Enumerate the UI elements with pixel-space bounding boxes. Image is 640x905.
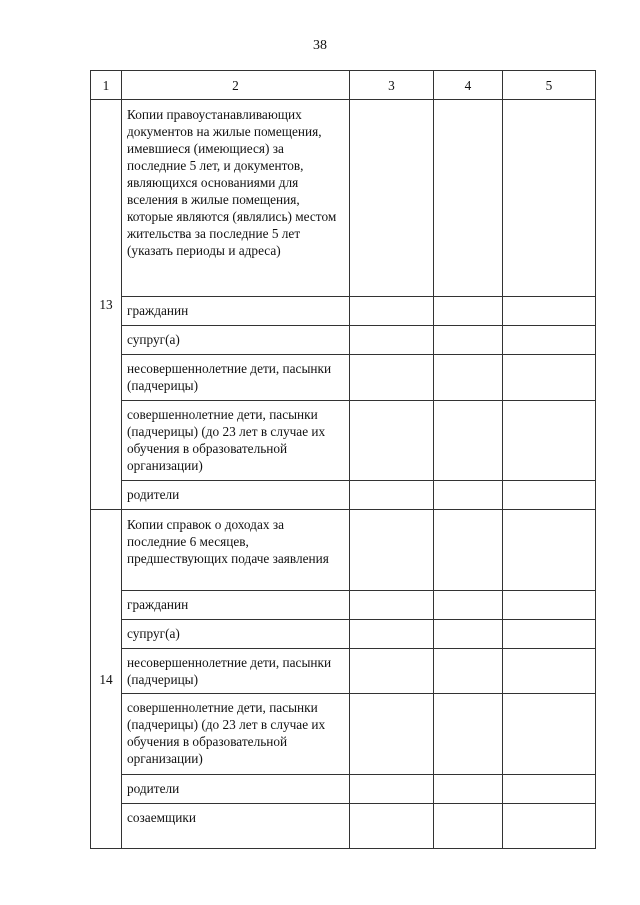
list-item: созаемщики [122, 804, 350, 849]
empty-cell [350, 804, 434, 849]
list-item: гражданин [122, 591, 350, 620]
header-row [91, 71, 596, 100]
list-item: супруг(а) [122, 620, 350, 649]
header-cell-1: 1 [91, 71, 122, 100]
empty-cell [350, 326, 434, 355]
empty-cell [434, 804, 503, 849]
table-row [91, 326, 596, 355]
header-cell-3: 3 [350, 71, 434, 100]
empty-cell [434, 591, 503, 620]
table-row [91, 591, 596, 620]
empty-cell [434, 355, 503, 401]
empty-cell [350, 620, 434, 649]
empty-cell [503, 649, 596, 694]
section-number: 13 [91, 100, 122, 510]
table-row [91, 620, 596, 649]
table-row [91, 481, 596, 510]
empty-cell [350, 510, 434, 591]
empty-cell [503, 326, 596, 355]
empty-cell [503, 297, 596, 326]
empty-cell [503, 775, 596, 804]
list-item: совершеннолетние дети, пасынки (падчерицы) (до 23 лет в случае их обучения в образовательной организации) [122, 694, 350, 775]
table-row [91, 100, 596, 297]
table-row [91, 694, 596, 775]
table-row [91, 401, 596, 481]
list-item: совершеннолетние дети, пасынки (падчерицы) (до 23 лет в случае их обучения в образовательной организации) [122, 401, 350, 481]
empty-cell [350, 481, 434, 510]
empty-cell [434, 326, 503, 355]
empty-cell [434, 620, 503, 649]
empty-cell [434, 694, 503, 775]
list-item: несовершеннолетние дети, пасынки (падчерицы) [122, 649, 350, 694]
list-item: несовершеннолетние дети, пасынки (падчерицы) [122, 355, 350, 401]
empty-cell [503, 591, 596, 620]
empty-cell [350, 401, 434, 481]
table-row [91, 297, 596, 326]
section-number: 14 [91, 510, 122, 849]
header-cell-4: 4 [434, 71, 503, 100]
empty-cell [350, 649, 434, 694]
empty-cell [503, 401, 596, 481]
empty-cell [350, 355, 434, 401]
documents-table [90, 70, 596, 849]
header-cell-2: 2 [122, 71, 350, 100]
empty-cell [503, 620, 596, 649]
empty-cell [434, 649, 503, 694]
empty-cell [503, 804, 596, 849]
empty-cell [350, 694, 434, 775]
empty-cell [434, 297, 503, 326]
empty-cell [350, 591, 434, 620]
page-number: 38 [313, 38, 327, 53]
empty-cell [503, 355, 596, 401]
list-item: родители [122, 481, 350, 510]
empty-cell [350, 297, 434, 326]
table-row [91, 775, 596, 804]
empty-cell [434, 481, 503, 510]
empty-cell [350, 775, 434, 804]
table-row [91, 804, 596, 849]
empty-cell [503, 481, 596, 510]
empty-cell [434, 401, 503, 481]
empty-cell [434, 100, 503, 297]
section-title: Копии правоустанавливающих документов на жилые помещения, имевшиеся (имеющиеся) за последние 5 лет, и документов, являющихся основаниями для вселения в жилые помещения, которые являются (являлись) местом жительства за последние 5 лет (указать периоды и адреса) [122, 100, 350, 297]
empty-cell [503, 510, 596, 591]
list-item: супруг(а) [122, 326, 350, 355]
empty-cell [434, 775, 503, 804]
table-row [91, 649, 596, 694]
section-title: Копии справок о доходах за последние 6 месяцев, предшествующих подаче заявления [122, 510, 350, 591]
table-row [91, 510, 596, 591]
table-row [91, 355, 596, 401]
header-cell-5: 5 [503, 71, 596, 100]
list-item: родители [122, 775, 350, 804]
list-item: гражданин [122, 297, 350, 326]
empty-cell [503, 100, 596, 297]
empty-cell [503, 694, 596, 775]
empty-cell [350, 100, 434, 297]
empty-cell [434, 510, 503, 591]
